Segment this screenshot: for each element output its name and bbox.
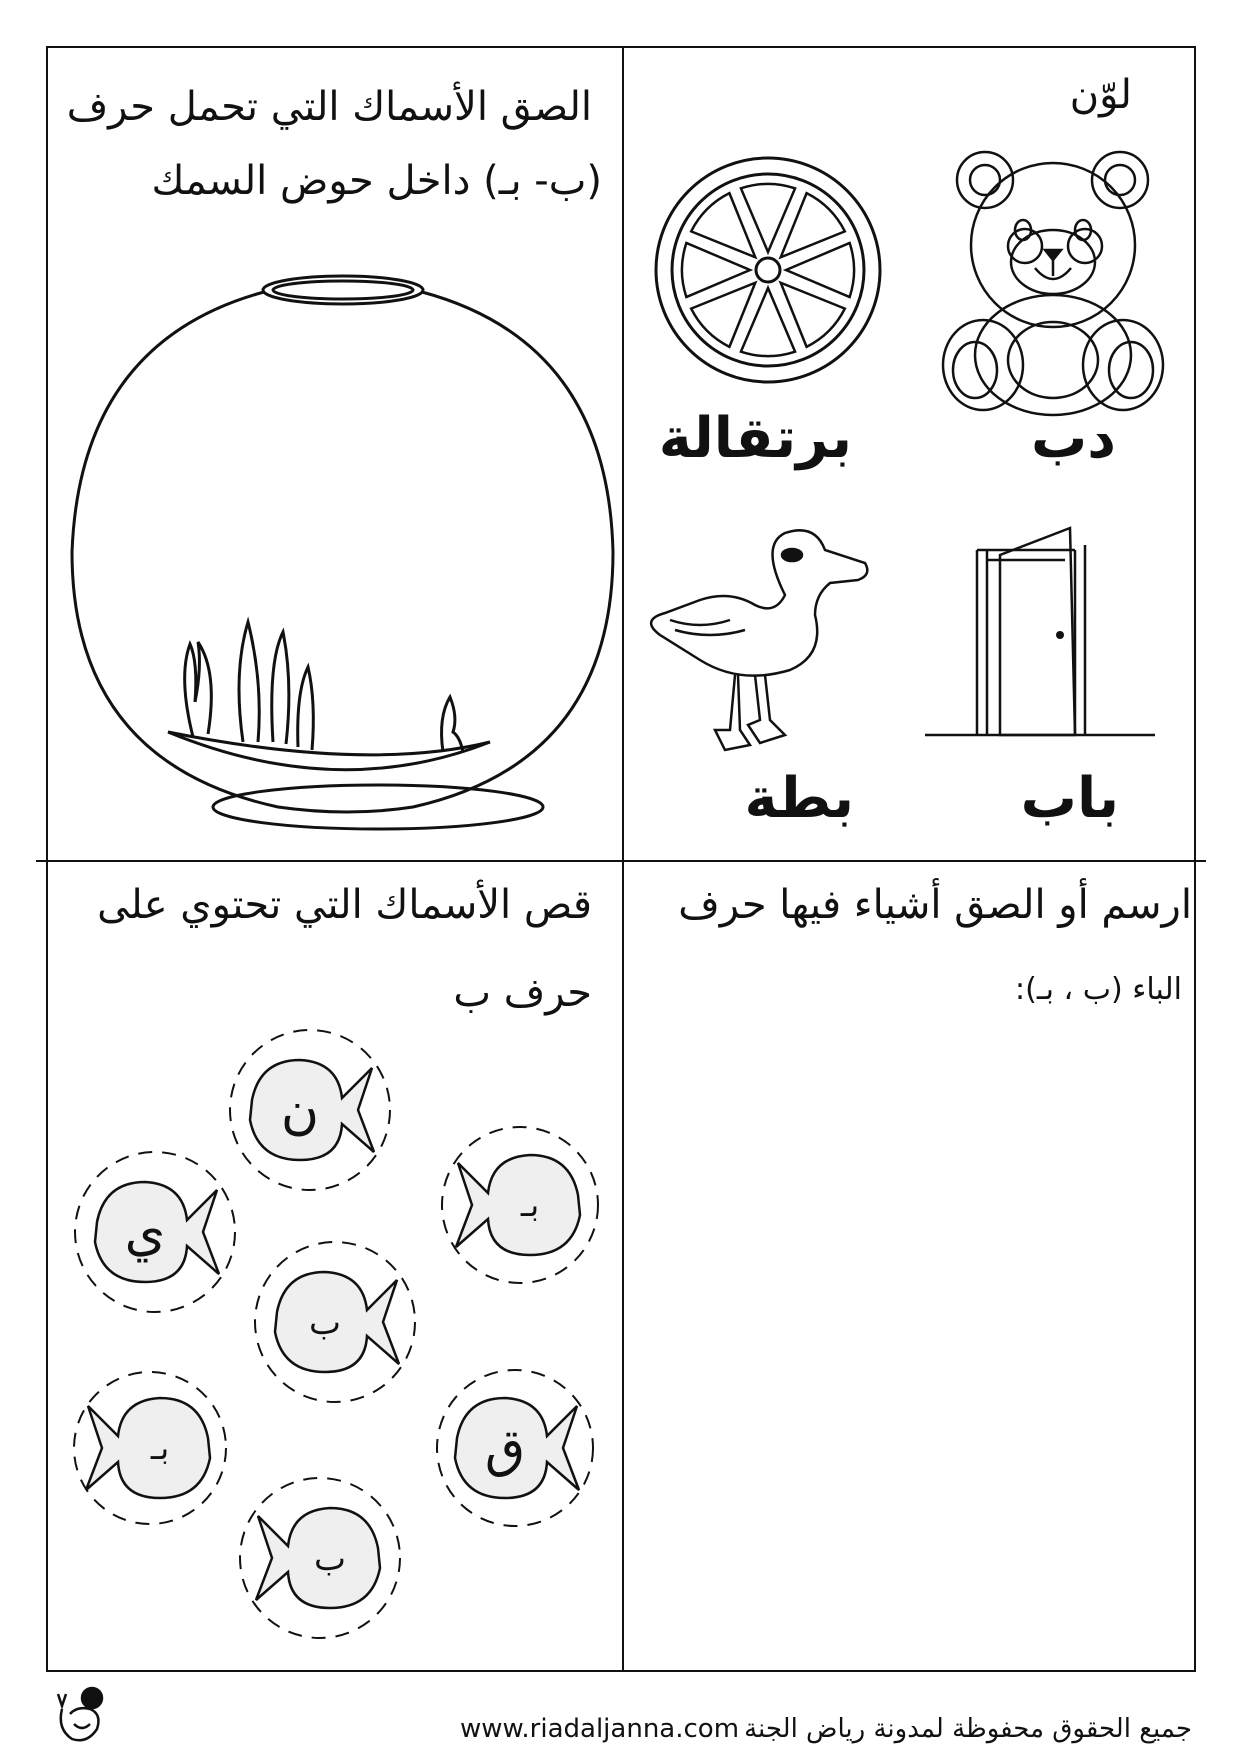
fish-letter: ق (484, 1419, 526, 1480)
fish-letter: ن (280, 1081, 320, 1142)
color-instruction: لوّن (1069, 72, 1132, 118)
draw-instruction-line2: الباء (ب ، بـ): (1015, 972, 1182, 1007)
fish-cutout[interactable] (437, 1370, 593, 1526)
cut-instruction-line2: حرف ب (453, 970, 592, 1016)
fish-body (86, 1398, 210, 1498)
website-url[interactable]: www.riadaljanna.com (460, 1714, 740, 1744)
fish-letter: ب (313, 1538, 347, 1579)
fish-cutout[interactable] (230, 1030, 390, 1190)
fish-letter: ب (308, 1302, 342, 1343)
fish-cutout[interactable] (240, 1478, 400, 1638)
fishbowl-instruction-line1: الصق الأسماك التي تحمل حرف (66, 84, 592, 130)
fish-cutout[interactable] (75, 1152, 235, 1312)
fishbowl-instruction-line2: (ب- بـ) داخل حوض السمك (151, 158, 602, 204)
cut-instruction-line1: قص الأسماك التي تحتوي على (97, 882, 592, 928)
fish-cutout[interactable] (74, 1372, 226, 1524)
fish-letter: بـ (150, 1429, 170, 1468)
word-door: باب (1020, 766, 1119, 831)
word-bear: دب (1030, 406, 1116, 471)
copyright-text: جميع الحقوق محفوظة لمدونة رياض الجنة (744, 1714, 1192, 1744)
fish-cutout[interactable] (442, 1127, 598, 1283)
fish-body (456, 1155, 580, 1255)
fish-letter: بـ (520, 1186, 540, 1225)
fish-cutout[interactable] (255, 1242, 415, 1402)
riad-aljanna-logo (52, 1684, 112, 1748)
word-orange: برتقالة (658, 406, 852, 471)
draw-instruction-line1: ارسم أو الصق أشياء فيها حرف (678, 882, 1192, 928)
word-duck: بطة (744, 766, 854, 831)
fish-letter: ي (124, 1203, 166, 1264)
